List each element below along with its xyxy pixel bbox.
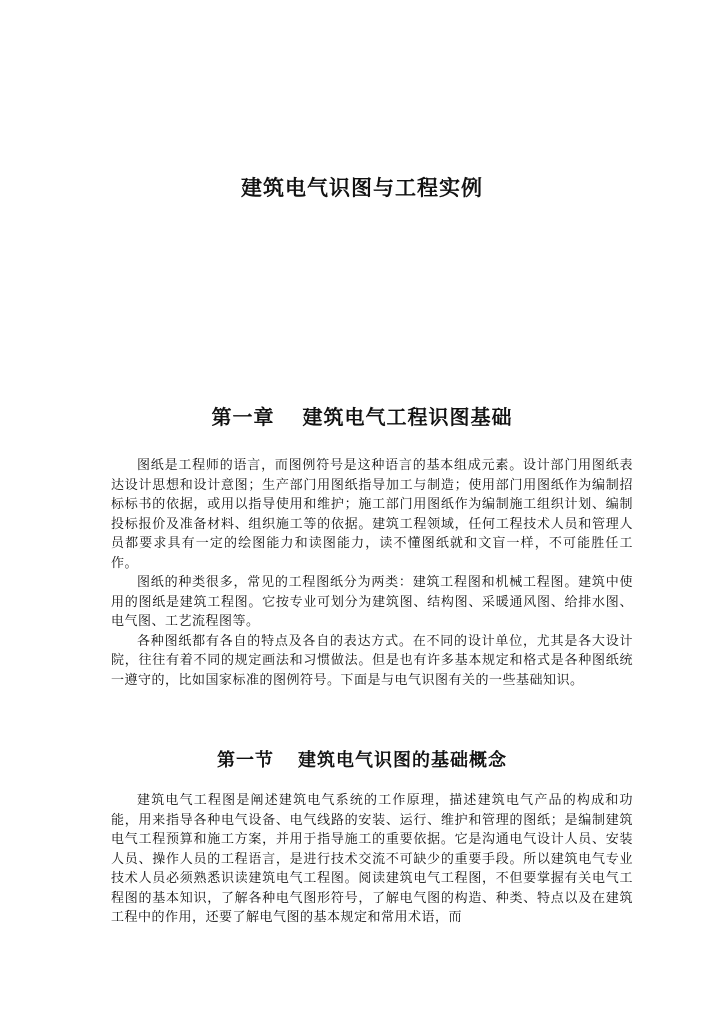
chapter-paragraph: 图纸的种类很多，常见的工程图纸分为两类：建筑工程图和机械工程图。建筑中使用的图纸是建筑工程图。它按专业可划分为建筑图、结构图、采暖通风图、给排水图、电气图、工艺流程图等。	[111, 575, 633, 629]
section-body	[111, 791, 633, 928]
chapter-number: 第一章	[211, 405, 275, 429]
section-number: 第一节	[217, 750, 274, 771]
section-paragraph: 建筑电气工程图是阐述建筑电气系统的工作原理，描述建筑电气产品的构成和功能，用来指导各种电气设备、电气线路的安装、运行、维护和管理的图纸；是编制建筑电气工程预算和施工方案，并用于指导施工的重要依据。它是沟通电气设计人员、安装人员、操作人员的工程语言，是进行技术交流不可缺少的重要手段。所以建筑电气专业技术人员必须熟悉识读建筑电气工程图。阅读建筑电气工程图，不但要掌握有关电气工程图的基本知识，了解各种电气图形符号，了解电气图的构造、种类、特点以及在建筑工程中的作用，还要了解电气图的基本规定和常用术语，而	[111, 793, 633, 925]
chapter-paragraph: 各种图纸都有各自的特点及各自的表达方式。在不同的设计单位，尤其是各大设计院，往往有着不同的规定画法和习惯做法。但是也有许多基本规定和格式是各种图纸统一遵守的，比如国家标准的图例符号。下面是与电气识图有关的一些基础知识。	[111, 633, 633, 688]
chapter-body	[111, 456, 633, 690]
chapter-paragraph: 图纸是工程师的语言，而图例符号是这种语言的基本组成元素。设计部门用图纸表达设计思想和设计意图；生产部门用图纸指导加工与制造；使用部门用图纸作为编制招标标书的依据，或用以指导使用和维护；施工部门用图纸作为编制施工组织计划、编制投标报价及准备材料、组织施工等的依据。建筑工程领域，任何工程技术人员和管理人员都要求具有一定的绘图能力和读图能力，读不懂图纸就和文盲一样，不可能胜任工作。	[111, 458, 633, 571]
section-name: 建筑电气识图的基础概念	[298, 750, 507, 771]
chapter-heading	[0, 401, 724, 430]
chapter-name: 建筑电气工程识图基础	[302, 405, 513, 429]
section-heading	[0, 746, 724, 772]
document-title: 建筑电气识图与工程实例	[241, 176, 483, 200]
